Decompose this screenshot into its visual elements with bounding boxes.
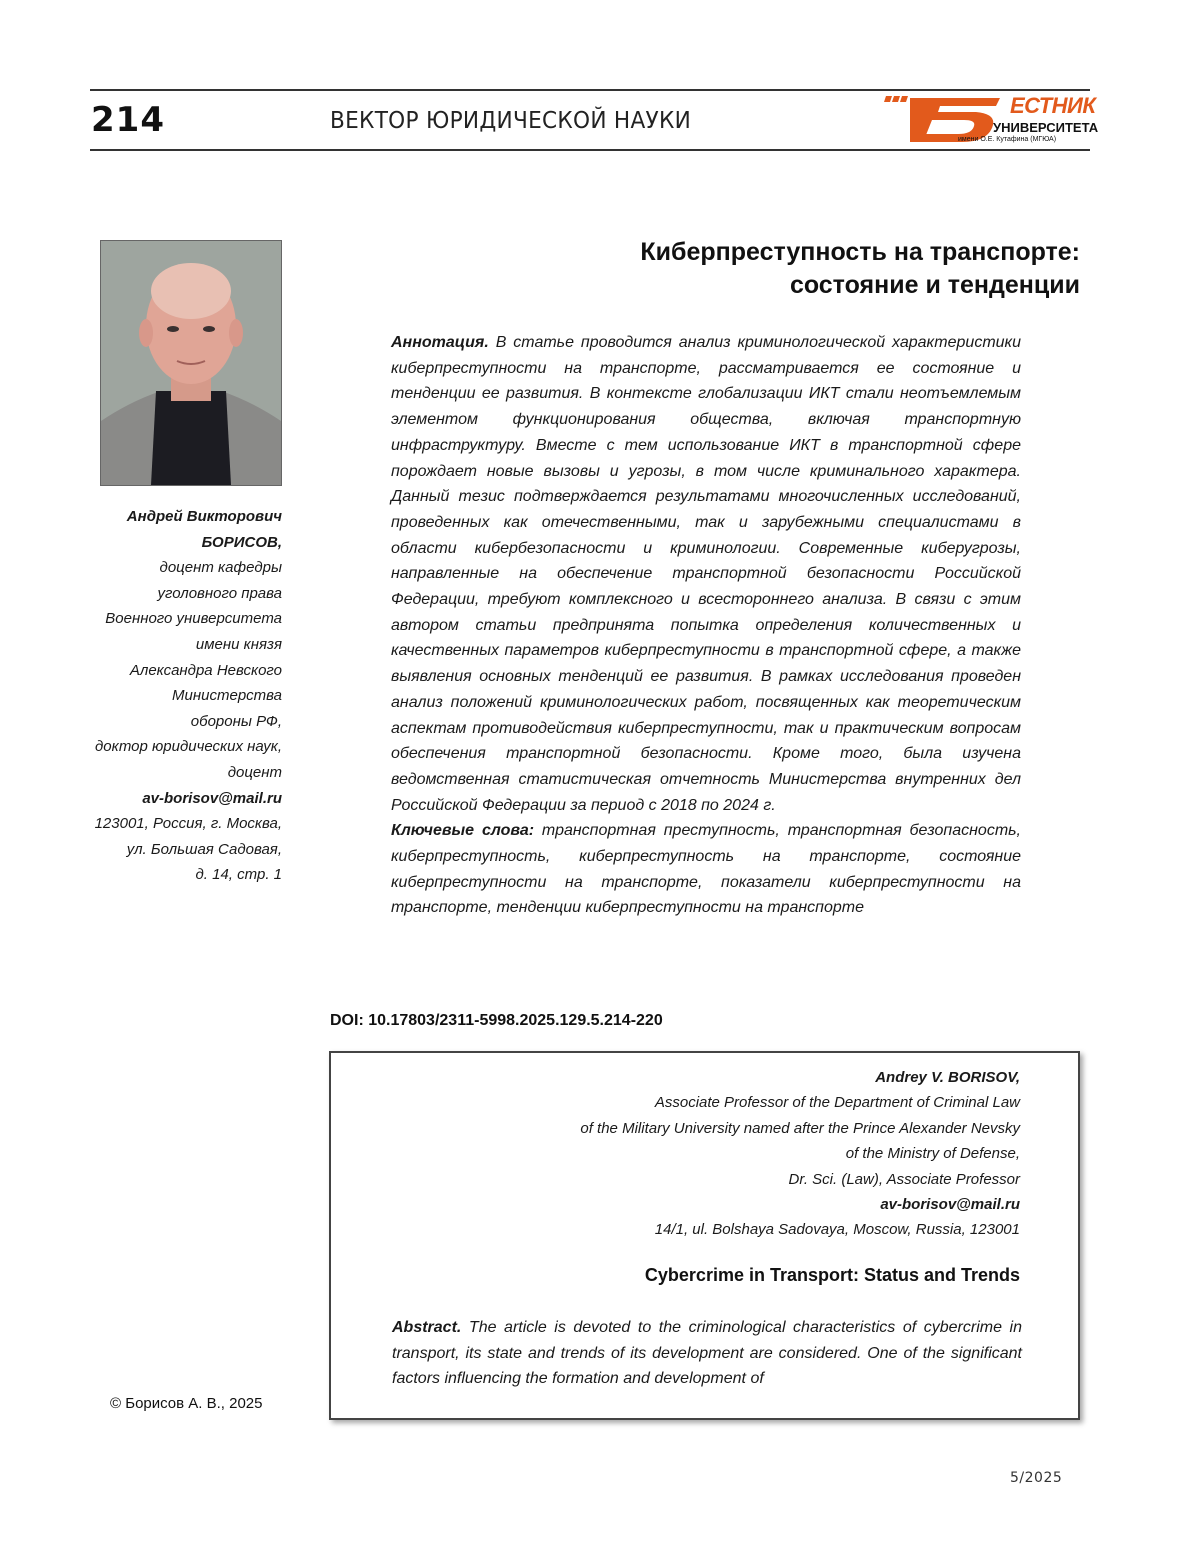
author-affiliation-line: Военного университета <box>105 610 282 628</box>
copyright-notice: © Борисов А. В., 2025 <box>110 1395 263 1412</box>
author-address-line: ул. Большая Садовая, <box>126 840 282 858</box>
keywords-label: Ключевые слова: <box>391 822 535 840</box>
author-affiliation-line: имени князя <box>195 635 282 653</box>
author-address-line: 123001, Россия, г. Москва, <box>94 815 282 833</box>
abstract-en-text: The article is devoted to the criminological characteristics of cybercrime in transport, its state and trends of its development are considered. One of the significant factors influencing the formation and development of <box>392 1319 1022 1388</box>
author-degree-line: доктор юридических наук, <box>94 738 282 756</box>
author-email-en-link[interactable]: av-borisov@mail.ru <box>880 1196 1020 1214</box>
logo-title: ЕСТНИК <box>1010 93 1096 118</box>
author-address-line: д. 14, стр. 1 <box>195 866 282 884</box>
logo-caption: имени О.Е. Кутафина (МГЮА) <box>958 136 1057 143</box>
author-affiliation-en-line: Associate Professor of the Department of Criminal Law <box>654 1094 1020 1112</box>
author-address-en: 14/1, ul. Bolshaya Sadovaya, Moscow, Russia, 123001 <box>654 1221 1020 1239</box>
author-email-link[interactable]: av-borisov@mail.ru <box>142 789 282 807</box>
author-first-name: Андрей Викторович <box>126 508 282 525</box>
author-affiliation-line: уголовного права <box>157 584 282 602</box>
author-title-line: доцент <box>227 763 282 781</box>
doi-link[interactable]: DOI: 10.17803/2311-5998.2025.129.5.214-220 <box>330 1012 663 1029</box>
article-title <box>400 236 1080 302</box>
author-affiliation-line: обороны РФ, <box>190 712 282 730</box>
author-affiliation-en-line: of the Ministry of Defense, <box>845 1145 1020 1163</box>
author-degree-en-line: Dr. Sci. (Law), Associate Professor <box>788 1170 1020 1188</box>
header-bottom-rule <box>90 149 1090 151</box>
author-affiliation-line: Александра Невского <box>129 661 282 679</box>
keywords-text: транспортная преступность, транспортная безопасность, киберпреступность, киберпреступность на транспорте, состояние киберпреступности на транспорте, показатели киберпреступности на транспорте, тенденции киберпреступности на транспорте <box>391 822 1021 917</box>
abstract-ru <box>391 330 1021 921</box>
issue-number: 5/2025 <box>1010 1470 1063 1486</box>
english-summary-box <box>329 1051 1080 1420</box>
author-last-name: БОРИСОВ, <box>201 533 282 551</box>
section-title: ВЕКТОР ЮРИДИЧЕСКОЙ НАУКИ <box>330 108 692 134</box>
header-top-rule <box>90 89 1090 91</box>
author-name-en: Andrey V. BORISOV, <box>875 1069 1020 1086</box>
article-title-en: Cybercrime in Transport: Status and Trends <box>644 1265 1020 1285</box>
abstract-en <box>392 1315 1022 1392</box>
author-info-en <box>580 1065 1020 1243</box>
abstract-label: Аннотация. <box>391 334 489 351</box>
author-affiliation-en-line: of the Military University named after the Prince Alexander Nevsky <box>580 1119 1020 1137</box>
author-affiliation-line: Министерства <box>172 687 282 705</box>
author-photo <box>100 240 282 486</box>
abstract-en-label: Abstract. <box>392 1319 462 1336</box>
article-title-line-2: состояние и тенденции <box>789 271 1080 299</box>
keywords-paragraph <box>391 818 1021 921</box>
logo-subtitle: УНИВЕРСИТЕТА <box>993 120 1099 135</box>
abstract-text: В статье проводится анализ криминологической характеристики киберпреступности на транспорте, рассматривается ее состояние и тенденции ее развития. В контексте глобализации ИКТ стали неотъемлемым элементом функционирования общества, включая транспортную инфраструктуру. Вместе с тем использование ИКТ в транспортной сфере порождает новые вызовы и угрозы, в том числе криминального характера. Данный тезис подтверждается результатами многочисленных исследований, проведенных как отечественными, так и зарубежными специалистами в области кибербезопасности и криминологии. Современные киберугрозы, направленные на обеспечение транспортной безопасности Российской Федерации, требуют комплексного и всестороннего анализа. В связи с этим автором статьи предпринята попытка определения количественных и качественных параметров киберпреступности в транспортной сфере, а также выявления основных тенденций ее развития. В рамках исследования проведен анализ положений криминологических работ, посвященных как теоретическим аспектам противодействия киберпреступности, так и практическим вопросам обеспечения транспортной безопасности. Кроме того, была изучена ведомственная статистическая отчетность Министерства внутренних дел Российской Федерации за период с 2018 по 2024 г. <box>391 334 1021 814</box>
article-title-line-1: Киберпреступность на транспорте: <box>640 238 1080 266</box>
abstract-paragraph <box>391 330 1021 818</box>
author-info-ru <box>40 504 282 888</box>
author-affiliation-line: доцент кафедры <box>159 559 282 577</box>
page-number: 214 <box>91 100 165 140</box>
